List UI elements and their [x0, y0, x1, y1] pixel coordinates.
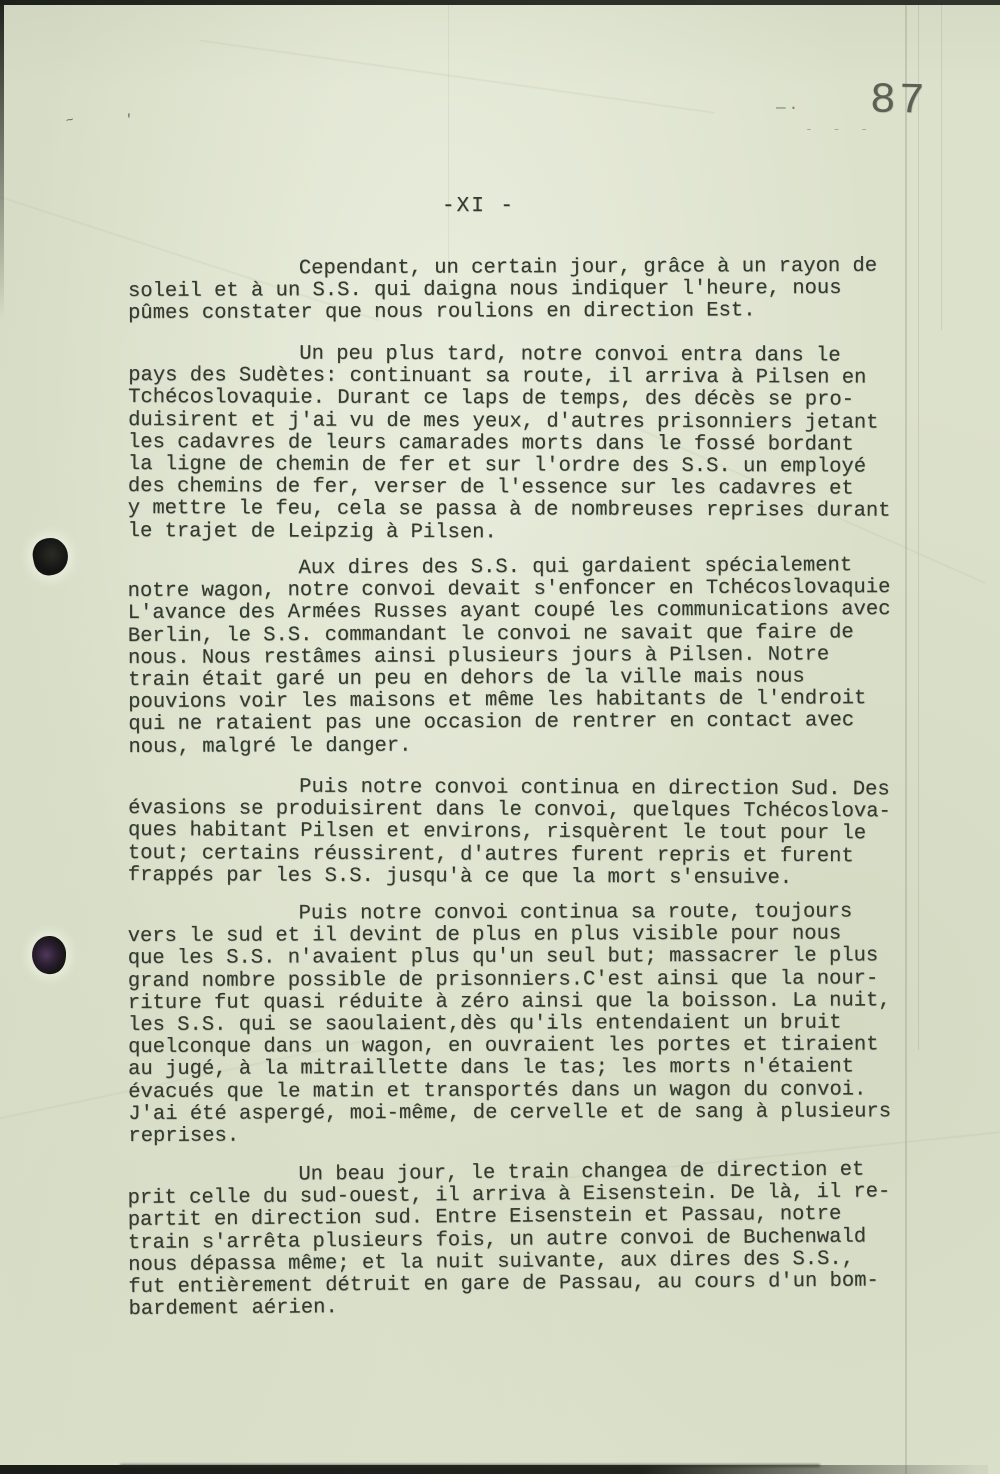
text-line: Un beau jour, le train changea de direction et: [298, 1158, 865, 1187]
text-line: tout; certains réussirent, d'autres furent repris et furent: [127, 841, 854, 869]
section-title: -XI -: [442, 195, 516, 218]
text-line: train s'arrêta plusieurs fois, un autre convoi de Buchenwald: [127, 1224, 867, 1255]
text-line: Puis notre convoi continua en direction Sud. Des: [299, 776, 890, 802]
scan-edge-bottom-shadow: [120, 1464, 820, 1467]
text-line: évacués que le matin et transportés dans un wagon du convoi.: [128, 1078, 867, 1104]
text-line: qui ne rataient pas une occasion de rentrer en contact avec: [128, 710, 855, 737]
text-line: notre wagon, notre convoi devait s'enfoncer en Tchécoslovaquie: [127, 576, 891, 604]
text-line: L'avance des Armées Russes ayant coupé les communications avec: [127, 598, 891, 626]
text-line: les S.S. qui se saoulaient,dès qu'ils entendaient un bruit: [127, 1011, 842, 1038]
punch-hole: [30, 934, 68, 975]
ink-speck: ~: [64, 112, 76, 129]
text-line: Un peu plus tard, notre convoi entra dans le: [299, 342, 841, 368]
pencil-mark: —·: [776, 99, 802, 117]
text-line: Tchécoslovaquie. Durant ce laps de temps, des décès se pro-: [128, 386, 855, 412]
text-line: J'ai été aspergé, moi-même, de cervelle et de sang à plusieurs: [128, 1100, 892, 1127]
text-line: y mettre le feu, cela se passa à de nombreuses reprises durant: [127, 497, 891, 523]
paragraph: [128, 343, 911, 546]
text-line: Aux dires des S.S. qui gardaient spécialement: [298, 554, 853, 581]
text-line: Berlin, le S.S. commandant le convoi ne savait que faire de: [127, 621, 854, 649]
paragraph: [128, 776, 910, 890]
text-line: bardement aérien.: [128, 1295, 338, 1321]
paper-crease: [200, 40, 715, 113]
text-line: pûmes constater que nous roulions en direction Est.: [128, 299, 756, 326]
text-line: fut entièrement détruit en gare de Passau, au cours d'un bom-: [128, 1268, 879, 1299]
text-line: train était garé un peu en dehors de la ville mais nous: [128, 665, 805, 693]
text-line: le trajet de Leipzig à Pilsen.: [127, 519, 497, 544]
text-line: duisirent et j'ai vu de mes yeux, d'autres prisonniers jetant: [128, 408, 879, 434]
text-line: au jugé, à la mitraillette dans le tas; les morts n'étaient: [128, 1056, 855, 1082]
text-line: ques habitant Pilsen et environs, risquèrent le tout pour le: [127, 819, 867, 846]
text-line: les cadavres de leurs camarades morts dans le fossé bordant: [127, 430, 854, 456]
paper-fold-line: [448, 0, 449, 300]
scan-edge-left: [0, 0, 4, 320]
text-line: frappés par les S.S. jusqu'à ce que la mort s'ensuive.: [127, 864, 793, 890]
text-line: nous, malgré le danger.: [128, 734, 412, 760]
paper-fold-line: [918, 0, 919, 1050]
text-line: pays des Sudètes: continuant sa route, il arriva à Pilsen en: [128, 363, 867, 390]
paragraph: [128, 902, 911, 1149]
pencil-mark: - - -: [805, 122, 875, 137]
paragraph: [127, 1159, 910, 1321]
text-line: pouvions voir les maisons et même les habitants de l'endroit: [128, 687, 867, 715]
text-line: prit celle du sud-ouest, il arriva à Eisenstein. De là, il re-: [127, 1180, 891, 1210]
page-number: 87: [869, 75, 929, 126]
text-line: la ligne de chemin de fer et sur l'ordre des S.S. un employé: [127, 452, 867, 479]
text-line: nous dépassa même; et la nuit suivante, aux dires des S.S.,: [128, 1246, 855, 1277]
text-line: riture fut quasi réduite à zéro ainsi que la boisson. La nuit,: [127, 989, 891, 1016]
ink-speck: ': [125, 112, 133, 127]
paper-fold-line: [941, 0, 942, 330]
paragraph: [127, 555, 910, 759]
text-line: nous. Nous restâmes ainsi plusieurs jours à Pilsen. Notre: [127, 643, 830, 671]
text-line: reprises.: [128, 1124, 240, 1149]
text-line: vers le sud et il devint de plus en plus visible pour nous: [127, 922, 842, 949]
scan-edge-top: [0, 0, 1000, 5]
text-line: des chemins de fer, verser de l'essence sur les cadavres et: [127, 474, 854, 501]
punch-hole: [30, 535, 72, 578]
paragraph: [128, 256, 910, 326]
text-line: quelconque dans un wagon, en ouvraient les portes et tiraient: [128, 1033, 879, 1060]
text-line: Puis notre convoi continua sa route, toujours: [298, 900, 853, 926]
text-line: soleil et à un S.S. qui daigna nous indiquer l'heure, nous: [127, 277, 842, 304]
text-line: grand nombre possible de prisonniers.C'est ainsi que la nour-: [127, 967, 879, 993]
document-body: [127, 254, 910, 1338]
text-line: que les S.S. n'avaient plus qu'un seul but; massacrer le plus: [127, 945, 879, 971]
text-line: partit en direction sud. Entre Eisenstein et Passau, notre: [127, 1202, 842, 1232]
text-line: évasions se produisirent dans le convoi, quelques Tchécoslova-: [128, 797, 891, 824]
text-line: Cependant, un certain jour, grâce à un rayon de: [298, 254, 878, 281]
